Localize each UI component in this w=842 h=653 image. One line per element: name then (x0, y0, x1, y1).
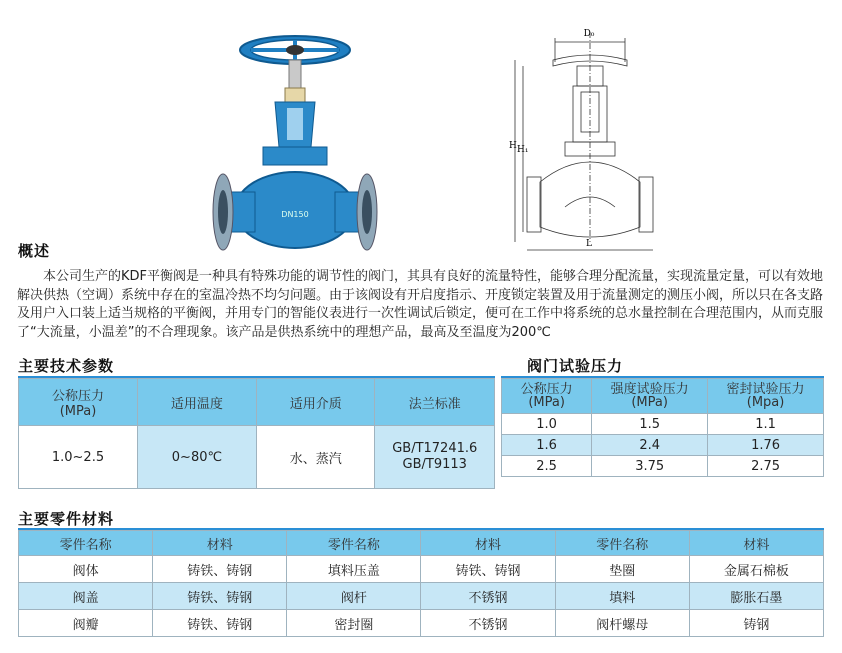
parts-cell: 铸铁、铸钢 (153, 583, 287, 610)
tech-params-title: 主要技术参数 (18, 357, 115, 375)
parts-header-cell: 零件名称 (19, 531, 153, 556)
parts-header-cell: 材料 (153, 531, 287, 556)
label-l: L (586, 239, 592, 249)
pressure-cell: 1.0 (502, 414, 592, 435)
parts-cell: 膨胀石墨 (689, 583, 823, 610)
overview-text: 本公司生产的KDF平衡阀是一种具有特殊功能的调节性的阀门，其具有良好的流量特性，能够合理分配流量，实现流量定量，可以有效地解决供热（空调）系统中存在的室温冷热不均匀问题。由于该阀设有开启度指示、开度锁定装置及用于流量测定的测压小阀，所以只在各支路及用户入口装上适当规格的平衡阀，并用专门的智能仪表进行一次性调试后锁定，便可在工作中将系统的总水量控制在合理范围内，从而克服了“大流量，小温差”的不合理现象。该产品是供热系统中的理想产品，最高及至温度为200℃ (17, 269, 824, 340)
parts-cell: 不锈钢 (421, 610, 555, 637)
parts-cell: 铸铁、铸钢 (153, 556, 287, 583)
valve-drawing (505, 22, 665, 262)
parts-cell: 密封圈 (287, 610, 421, 637)
pressure-cell: 2.5 (502, 456, 592, 477)
parts-cell: 不锈钢 (421, 583, 555, 610)
pressure-cell: 3.75 (592, 456, 708, 477)
label-h: H (509, 141, 517, 151)
parts-cell: 铸钢 (689, 610, 823, 637)
valve-marking: DN150 (281, 210, 309, 219)
parts-cell: 铸铁、铸钢 (153, 610, 287, 637)
tech-value-cell: 0~80℃ (137, 426, 256, 489)
pressure-test-table (501, 378, 824, 477)
tech-value-cell: 水、蒸汽 (256, 426, 375, 489)
parts-cell: 阀体 (19, 556, 153, 583)
parts-header-cell: 零件名称 (287, 531, 421, 556)
pressure-cell: 1.5 (592, 414, 708, 435)
parts-cell: 垫圈 (555, 556, 689, 583)
pressure-cell: 2.4 (592, 435, 708, 456)
label-d0: D₀ (583, 29, 595, 39)
pressure-cell: 1.1 (708, 414, 824, 435)
parts-cell: 阀杆螺母 (555, 610, 689, 637)
label-h1: H₁ (517, 145, 529, 155)
tech-header-cell: 适用温度 (137, 379, 256, 426)
tech-header-cell: 公称压力 (MPa) (19, 379, 138, 426)
pressure-test-title: 阀门试验压力 (527, 357, 624, 375)
pressure-cell: 1.76 (708, 435, 824, 456)
pressure-header-cell: 强度试验压力 (MPa) (592, 379, 708, 414)
parts-header-cell: 材料 (689, 531, 823, 556)
parts-cell: 阀杆 (287, 583, 421, 610)
pressure-header-cell: 密封试验压力 (Mpa) (708, 379, 824, 414)
parts-cell: 填料 (555, 583, 689, 610)
parts-table (18, 530, 824, 637)
pressure-cell: 2.75 (708, 456, 824, 477)
parts-cell: 金属石棉板 (689, 556, 823, 583)
tech-header-cell: 法兰标准 (375, 379, 495, 426)
parts-cell: 铸铁、铸钢 (421, 556, 555, 583)
parts-title: 主要零件材料 (18, 510, 115, 528)
tech-header-cell: 适用介质 (256, 379, 375, 426)
tech-value-cell: 1.0~2.5 (19, 426, 138, 489)
tech-params-table (18, 378, 495, 489)
parts-cell: 阀瓣 (19, 610, 153, 637)
overview-title: 概述 (18, 242, 51, 260)
parts-cell: 阀盖 (19, 583, 153, 610)
parts-cell: 填料压盖 (287, 556, 421, 583)
parts-header-cell: 材料 (421, 531, 555, 556)
pressure-cell: 1.6 (502, 435, 592, 456)
parts-header-cell: 零件名称 (555, 531, 689, 556)
valve-photo (205, 32, 385, 262)
pressure-header-cell: 公称压力 (MPa) (502, 379, 592, 414)
tech-value-cell: GB/T17241.6 GB/T9113 (375, 426, 495, 489)
